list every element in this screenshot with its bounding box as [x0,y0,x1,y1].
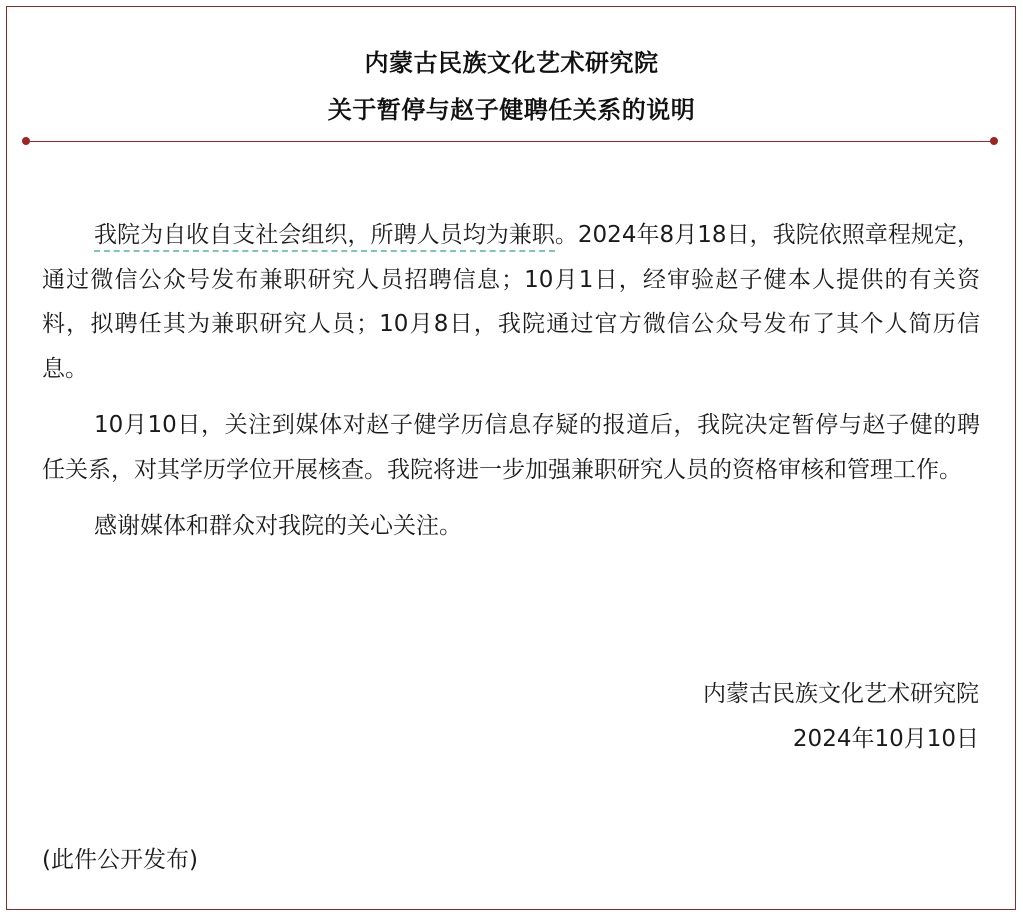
signature-org: 内蒙古民族文化艺术研究院 [703,681,979,707]
title-divider [26,141,994,142]
document-body [42,213,980,561]
paragraph-1 [42,213,980,391]
document-title: 关于暂停与赵子健聘任关系的说明 [327,96,696,124]
paragraph-1-text: 。2024年8月18日，我院依照章程规定，通过微信公众号发布兼职研究人员招聘信息；10月1日，经审验赵子健本人提供的有关资料，拟聘任其为兼职研究人员；10月8日，我院通过官方微信公众号发布了其个人简历信息。 [42,222,981,382]
paragraph-2: 10月10日，关注到媒体对赵子健学历信息存疑的报道后，我院决定暂停与赵子健的聘任关系，对其学历学位开展核查。我院将进一步加强兼职研究人员的资格审核和管理工作。 [42,412,980,483]
publication-note: (此件公开发布) [42,847,198,873]
paragraph-3: 感谢媒体和群众对我院的关心关注。 [94,513,462,539]
divider-left-dot [22,137,30,145]
divider-right-dot [990,137,998,145]
highlighted-text: 我院为自收自支社会组织，所聘人员均为兼职 [94,222,555,252]
signature-block [703,672,979,761]
signature-date: 2024年10月10日 [792,725,979,752]
org-title: 内蒙古民族文化艺术研究院 [364,49,659,77]
